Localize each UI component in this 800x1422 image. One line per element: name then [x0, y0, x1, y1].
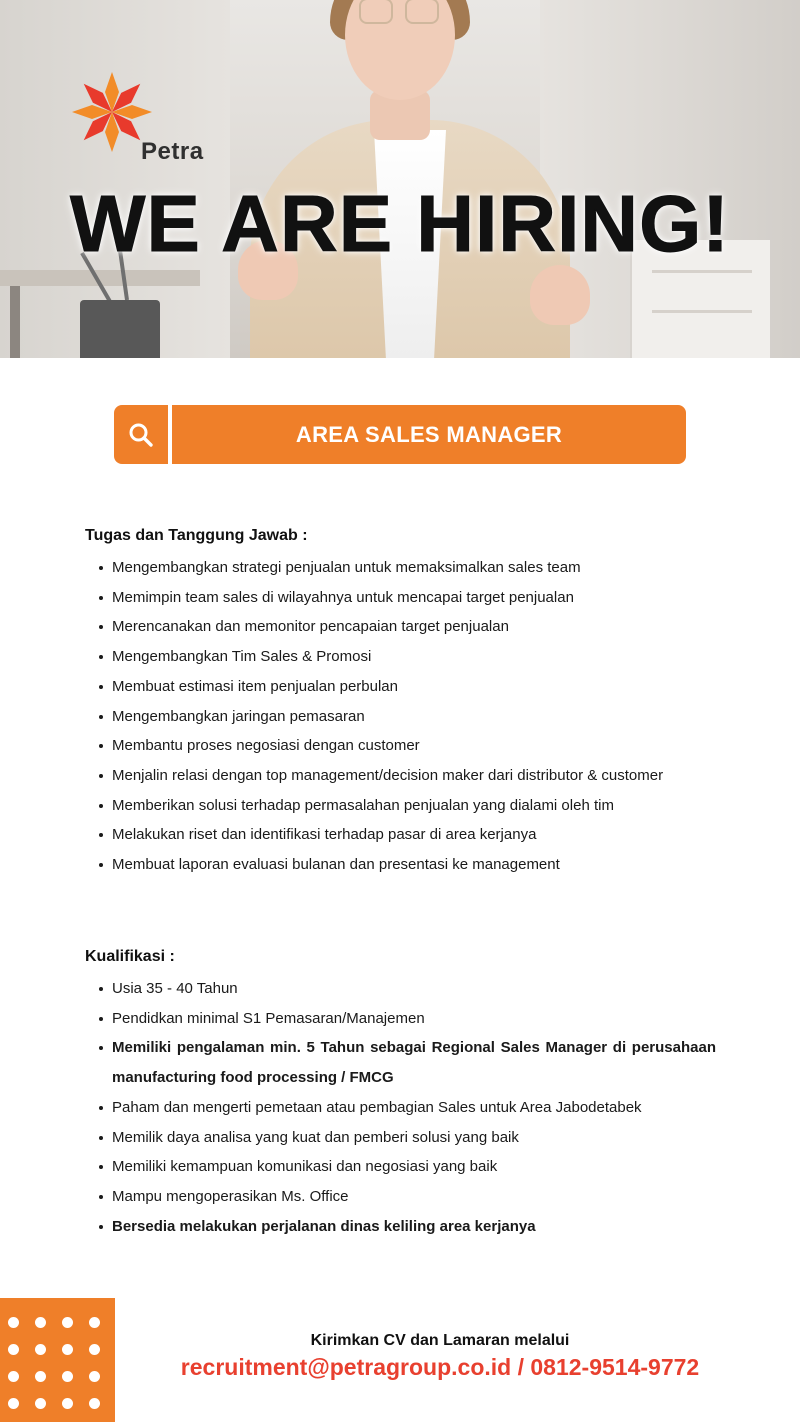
list-item: Mengembangkan strategi penjualan untuk memaksimalkan sales team	[98, 553, 716, 583]
glasses-icon	[359, 0, 393, 24]
footer-contact	[140, 1354, 740, 1381]
contact-email-link[interactable]: recruitment@petragroup.co.id	[180, 1354, 512, 1380]
dots-decoration	[0, 1298, 115, 1422]
list-item: Membuat laporan evaluasi bulanan dan presentasi ke management	[98, 850, 716, 880]
hiring-headline: WE ARE HIRING!	[70, 179, 730, 268]
list-item: Mengembangkan Tim Sales & Promosi	[98, 642, 716, 672]
brand-name: Petra	[141, 138, 204, 165]
duties-list	[98, 553, 716, 880]
list-item: Membuat estimasi item penjualan perbulan	[98, 672, 716, 702]
footer-lead-text: Kirimkan CV dan Lamaran melalui	[310, 1332, 570, 1349]
list-item: Paham dan mengerti pemetaan atau pembagian Sales untuk Area Jabodetabek	[98, 1093, 716, 1123]
list-item: Melakukan riset dan identifikasi terhadap pasar di area kerjanya	[98, 820, 716, 850]
list-item: Memimpin team sales di wilayahnya untuk mencapai target penjualan	[98, 583, 716, 613]
list-item: Mampu mengoperasikan Ms. Office	[98, 1182, 716, 1212]
pen-cup-icon	[80, 300, 160, 358]
list-item: Bersedia melakukan perjalanan dinas keliling area kerjanya	[98, 1212, 716, 1242]
list-item: Memberikan solusi terhadap permasalahan penjualan yang dialami oleh tim	[98, 791, 716, 821]
list-item: Membantu proses negosiasi dengan customer	[98, 731, 716, 761]
contact-separator: /	[511, 1354, 531, 1380]
glasses-icon	[405, 0, 439, 24]
list-item: Menjalin relasi dengan top management/decision maker dari distributor & customer	[98, 761, 716, 791]
person-head	[345, 0, 455, 100]
list-item: Pendidkan minimal S1 Pemasaran/Manajemen	[98, 1004, 716, 1034]
search-icon-box	[114, 405, 168, 464]
list-item: Mengembangkan jaringan pemasaran	[98, 702, 716, 732]
hero-banner	[0, 0, 800, 358]
list-item: Usia 35 - 40 Tahun	[98, 974, 716, 1004]
person-hand-right	[530, 265, 590, 325]
search-icon	[127, 421, 155, 449]
job-title-bar	[114, 405, 686, 464]
job-title: AREA SALES MANAGER	[295, 421, 563, 447]
list-item: Memiliki pengalaman min. 5 Tahun sebagai Regional Sales Manager di perusahaan manufacturing food processing / FMCG	[98, 1033, 716, 1092]
list-item: Merencanakan dan memonitor pencapaian target penjualan	[98, 612, 716, 642]
contact-phone-link[interactable]: 0812-9514-9772	[530, 1354, 700, 1380]
qualifications-list	[98, 974, 716, 1241]
qualifications-heading: Kualifikasi :	[85, 948, 175, 965]
list-item: Memilik daya analisa yang kuat dan pemberi solusi yang baik	[98, 1123, 716, 1153]
background-desk-leg	[10, 286, 20, 358]
list-item: Memiliki kemampuan komunikasi dan negosiasi yang baik	[98, 1152, 716, 1182]
duties-heading: Tugas dan Tanggung Jawab :	[85, 527, 308, 544]
